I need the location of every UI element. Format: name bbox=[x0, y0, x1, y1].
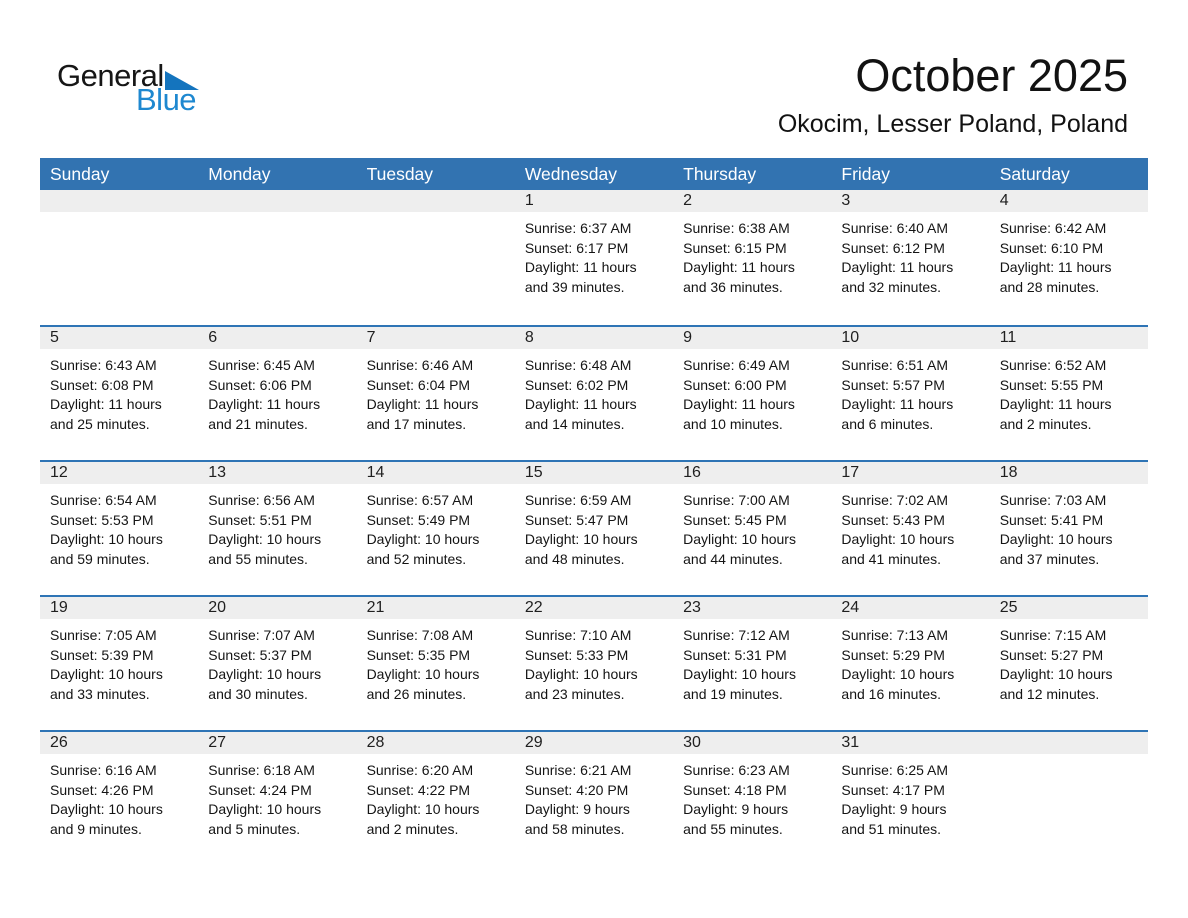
day-detail-line: Daylight: 10 hours bbox=[208, 801, 322, 817]
day-details bbox=[673, 212, 831, 297]
day-number-band bbox=[40, 597, 198, 619]
day-number: 21 bbox=[366, 599, 385, 616]
calendar-cell-day-2 bbox=[673, 190, 831, 325]
day-detail-line: Daylight: 11 hours bbox=[841, 396, 954, 412]
calendar-cell-day-31 bbox=[831, 732, 989, 865]
day-details bbox=[198, 754, 356, 839]
day-details bbox=[515, 619, 673, 704]
day-number-band bbox=[357, 327, 515, 349]
day-detail-line: and 2 minutes. bbox=[999, 415, 1092, 432]
day-details bbox=[357, 619, 515, 704]
day-detail-line: and 23 minutes. bbox=[524, 685, 625, 702]
calendar-cell-day-30 bbox=[673, 732, 831, 865]
calendar-cell-day-4 bbox=[990, 190, 1148, 325]
day-detail-line: Sunset: 4:22 PM bbox=[366, 781, 471, 798]
day-detail-line: Sunset: 5:35 PM bbox=[366, 646, 471, 663]
day-detail-line: Sunset: 4:20 PM bbox=[524, 781, 629, 798]
day-detail-line: Daylight: 10 hours bbox=[683, 531, 796, 547]
weekday-header-tuesday: Tuesday bbox=[366, 163, 434, 184]
weekday-header-wednesday: Wednesday bbox=[524, 163, 617, 184]
calendar-cell-empty bbox=[40, 190, 198, 325]
day-detail-line: Sunset: 5:41 PM bbox=[999, 511, 1104, 528]
day-detail-line: Sunset: 4:17 PM bbox=[841, 781, 945, 798]
day-number: 19 bbox=[50, 599, 68, 616]
day-details bbox=[673, 619, 831, 704]
day-detail-line: Daylight: 11 hours bbox=[524, 259, 637, 275]
day-details bbox=[990, 484, 1148, 569]
calendar-cell-day-13 bbox=[198, 462, 356, 595]
day-detail-line: Sunset: 6:00 PM bbox=[683, 376, 787, 393]
calendar-cell-day-28 bbox=[357, 732, 515, 865]
day-detail-line: Sunrise: 6:20 AM bbox=[366, 762, 474, 778]
day-number-band bbox=[515, 190, 673, 212]
week-row bbox=[40, 325, 1148, 460]
day-number-band bbox=[40, 327, 198, 349]
day-number: 23 bbox=[683, 599, 701, 616]
day-detail-line: Sunrise: 6:23 AM bbox=[683, 762, 790, 778]
weekday-header-sunday: Sunday bbox=[50, 163, 110, 184]
day-detail-line: Sunrise: 7:05 AM bbox=[50, 627, 157, 643]
day-number: 12 bbox=[50, 464, 68, 481]
day-detail-line: Sunrise: 6:42 AM bbox=[999, 220, 1107, 236]
day-detail-line: Sunrise: 6:46 AM bbox=[366, 357, 474, 373]
day-number: 16 bbox=[683, 464, 701, 481]
day-detail-line: and 59 minutes. bbox=[50, 550, 150, 567]
day-detail-line: and 10 minutes. bbox=[683, 415, 783, 432]
day-number: 29 bbox=[524, 734, 543, 751]
calendar bbox=[40, 158, 1148, 865]
day-detail-line: Sunrise: 6:51 AM bbox=[841, 357, 949, 373]
day-detail-line: and 58 minutes. bbox=[524, 820, 625, 837]
day-number: 3 bbox=[841, 192, 851, 209]
day-number-band bbox=[198, 327, 356, 349]
day-detail-line: Sunrise: 6:48 AM bbox=[524, 357, 632, 373]
day-detail-line: Sunset: 5:27 PM bbox=[999, 646, 1104, 663]
day-detail-line: Sunrise: 6:52 AM bbox=[999, 357, 1107, 373]
day-detail-line: and 55 minutes. bbox=[208, 550, 308, 567]
day-detail-line: Sunset: 5:43 PM bbox=[841, 511, 945, 528]
day-detail-line: Daylight: 10 hours bbox=[366, 531, 480, 547]
day-number-band bbox=[198, 190, 356, 212]
day-detail-line: Sunset: 5:47 PM bbox=[524, 511, 629, 528]
day-detail-line: Sunset: 6:12 PM bbox=[841, 239, 945, 256]
week-row bbox=[40, 595, 1148, 730]
day-number: 17 bbox=[841, 464, 860, 481]
day-details bbox=[831, 754, 989, 839]
day-number-band bbox=[198, 732, 356, 754]
day-detail-line: and 21 minutes. bbox=[208, 415, 308, 432]
day-number: 7 bbox=[366, 329, 376, 346]
day-number: 1 bbox=[524, 192, 534, 209]
day-details bbox=[990, 349, 1148, 434]
day-details bbox=[198, 484, 356, 569]
day-number-band bbox=[990, 462, 1148, 484]
calendar-cell-day-7 bbox=[357, 327, 515, 460]
calendar-cell-day-17 bbox=[831, 462, 989, 595]
day-detail-line: Sunset: 4:18 PM bbox=[683, 781, 787, 798]
day-detail-line: Daylight: 10 hours bbox=[841, 531, 955, 547]
day-detail-line: and 33 minutes. bbox=[50, 685, 150, 702]
day-detail-line: Sunset: 6:10 PM bbox=[999, 239, 1104, 256]
day-detail-line: Sunrise: 6:43 AM bbox=[50, 357, 157, 373]
title-block bbox=[778, 50, 1148, 139]
day-detail-line: Sunset: 6:15 PM bbox=[683, 239, 787, 256]
calendar-cell-day-16 bbox=[673, 462, 831, 595]
day-detail-line: Sunrise: 6:56 AM bbox=[208, 492, 315, 508]
day-number-band bbox=[673, 190, 831, 212]
day-detail-line: Daylight: 11 hours bbox=[683, 396, 795, 412]
day-detail-line: and 17 minutes. bbox=[366, 415, 467, 432]
calendar-cell-day-11 bbox=[990, 327, 1148, 460]
day-detail-line: and 32 minutes. bbox=[841, 278, 942, 295]
day-details bbox=[198, 619, 356, 704]
day-number: 4 bbox=[999, 192, 1009, 209]
day-detail-line: Sunset: 6:04 PM bbox=[366, 376, 471, 393]
day-details bbox=[673, 754, 831, 839]
day-detail-line: Daylight: 9 hours bbox=[524, 801, 630, 817]
day-number-band bbox=[515, 597, 673, 619]
day-detail-line: Sunrise: 7:00 AM bbox=[683, 492, 790, 508]
day-detail-line: Sunrise: 6:40 AM bbox=[841, 220, 949, 236]
calendar-cell-day-10 bbox=[831, 327, 989, 460]
calendar-cell-day-25 bbox=[990, 597, 1148, 730]
day-detail-line: Daylight: 9 hours bbox=[841, 801, 947, 817]
day-number-band bbox=[357, 462, 515, 484]
day-detail-line: and 14 minutes. bbox=[524, 415, 625, 432]
day-detail-line: Daylight: 11 hours bbox=[366, 396, 479, 412]
day-detail-line: Daylight: 11 hours bbox=[50, 396, 162, 412]
weekday-header-saturday: Saturday bbox=[999, 163, 1070, 184]
calendar-cell-day-1 bbox=[515, 190, 673, 325]
day-detail-line: Sunset: 5:45 PM bbox=[683, 511, 787, 528]
day-detail-line: Daylight: 10 hours bbox=[366, 801, 480, 817]
day-details bbox=[831, 619, 989, 704]
calendar-cell-day-8 bbox=[515, 327, 673, 460]
week-row bbox=[40, 730, 1148, 865]
day-number: 22 bbox=[524, 599, 543, 616]
day-detail-line: Sunrise: 6:37 AM bbox=[524, 220, 632, 236]
day-detail-line: Sunset: 6:17 PM bbox=[524, 239, 629, 256]
day-number: 15 bbox=[524, 464, 543, 481]
logo-text-general: General bbox=[57, 58, 164, 93]
day-detail-line: Sunset: 5:55 PM bbox=[999, 376, 1104, 393]
day-detail-line: Sunset: 5:39 PM bbox=[50, 646, 154, 663]
day-number-band bbox=[40, 190, 198, 212]
day-number: 27 bbox=[208, 734, 227, 751]
day-detail-line: Sunset: 6:06 PM bbox=[208, 376, 312, 393]
day-details bbox=[515, 349, 673, 434]
day-number-band bbox=[673, 327, 831, 349]
day-detail-line: Sunrise: 7:15 AM bbox=[999, 627, 1107, 643]
day-detail-line: Sunset: 5:33 PM bbox=[524, 646, 629, 663]
day-detail-line: Sunset: 5:31 PM bbox=[683, 646, 787, 663]
day-detail-line: and 52 minutes. bbox=[366, 550, 467, 567]
day-number-band bbox=[990, 732, 1148, 754]
day-detail-line: and 37 minutes. bbox=[999, 550, 1100, 567]
day-number-band bbox=[40, 462, 198, 484]
day-number-band bbox=[357, 597, 515, 619]
day-number-band bbox=[515, 732, 673, 754]
day-details bbox=[40, 484, 198, 569]
day-detail-line: Sunrise: 6:16 AM bbox=[50, 762, 157, 778]
day-detail-line: Daylight: 10 hours bbox=[366, 666, 480, 682]
day-detail-line: and 16 minutes. bbox=[841, 685, 942, 702]
day-detail-line: and 51 minutes. bbox=[841, 820, 942, 837]
day-number-band bbox=[831, 732, 989, 754]
day-number: 20 bbox=[208, 599, 227, 616]
calendar-cell-day-14 bbox=[357, 462, 515, 595]
day-number: 26 bbox=[50, 734, 68, 751]
day-detail-line: Daylight: 10 hours bbox=[683, 666, 796, 682]
day-number: 10 bbox=[841, 329, 860, 346]
day-number: 28 bbox=[366, 734, 385, 751]
calendar-cell-day-23 bbox=[673, 597, 831, 730]
weekday-header-thursday: Thursday bbox=[683, 163, 757, 184]
day-detail-line: Daylight: 11 hours bbox=[999, 259, 1112, 275]
day-detail-line: Sunrise: 7:10 AM bbox=[524, 627, 632, 643]
day-detail-line: Daylight: 11 hours bbox=[999, 396, 1112, 412]
day-details bbox=[831, 484, 989, 569]
day-number: 5 bbox=[50, 329, 59, 346]
day-detail-line: Daylight: 11 hours bbox=[524, 396, 637, 412]
calendar-cell-day-18 bbox=[990, 462, 1148, 595]
day-detail-line: Daylight: 10 hours bbox=[524, 531, 638, 547]
day-details bbox=[831, 212, 989, 297]
day-number-band bbox=[357, 190, 515, 212]
day-detail-line: Daylight: 9 hours bbox=[683, 801, 789, 817]
day-detail-line: Sunset: 5:37 PM bbox=[208, 646, 312, 663]
day-detail-line: Sunrise: 6:38 AM bbox=[683, 220, 790, 236]
day-details bbox=[357, 349, 515, 434]
day-number-band bbox=[673, 732, 831, 754]
day-detail-line: Sunrise: 7:08 AM bbox=[366, 627, 474, 643]
calendar-cell-day-9 bbox=[673, 327, 831, 460]
day-number: 18 bbox=[999, 464, 1018, 481]
day-number-band bbox=[831, 190, 989, 212]
day-details bbox=[40, 349, 198, 434]
day-detail-line: Daylight: 10 hours bbox=[524, 666, 638, 682]
weekday-header-monday: Monday bbox=[208, 163, 271, 184]
day-detail-line: Sunrise: 7:12 AM bbox=[683, 627, 790, 643]
day-detail-line: Sunrise: 6:59 AM bbox=[524, 492, 632, 508]
weekday-header-row bbox=[40, 158, 1148, 190]
day-detail-line: Daylight: 10 hours bbox=[841, 666, 955, 682]
calendar-cell-day-5 bbox=[40, 327, 198, 460]
day-number: 30 bbox=[683, 734, 701, 751]
day-number: 11 bbox=[999, 329, 1017, 346]
calendar-grid bbox=[40, 190, 1148, 865]
day-details bbox=[357, 754, 515, 839]
calendar-cell-day-22 bbox=[515, 597, 673, 730]
day-details bbox=[515, 754, 673, 839]
calendar-location-subtitle: Okocim, Lesser Poland, Poland bbox=[777, 109, 1128, 138]
day-detail-line: Sunrise: 6:18 AM bbox=[208, 762, 315, 778]
day-detail-line: and 44 minutes. bbox=[683, 550, 783, 567]
calendar-cell-day-20 bbox=[198, 597, 356, 730]
day-number-band bbox=[198, 462, 356, 484]
calendar-cell-day-15 bbox=[515, 462, 673, 595]
day-number: 8 bbox=[524, 329, 534, 346]
day-detail-line: and 36 minutes. bbox=[683, 278, 783, 295]
day-detail-line: and 9 minutes. bbox=[50, 820, 142, 837]
day-detail-line: and 19 minutes. bbox=[683, 685, 783, 702]
day-detail-line: Sunrise: 7:02 AM bbox=[841, 492, 949, 508]
day-detail-line: and 30 minutes. bbox=[208, 685, 308, 702]
day-detail-line: Sunset: 6:08 PM bbox=[50, 376, 154, 393]
day-number-band bbox=[990, 597, 1148, 619]
calendar-cell-empty bbox=[357, 190, 515, 325]
calendar-cell-empty bbox=[990, 732, 1148, 865]
calendar-cell-day-21 bbox=[357, 597, 515, 730]
day-detail-line: Daylight: 10 hours bbox=[50, 801, 163, 817]
day-detail-line: Sunrise: 7:03 AM bbox=[999, 492, 1107, 508]
day-detail-line: Sunrise: 6:45 AM bbox=[208, 357, 315, 373]
calendar-cell-day-27 bbox=[198, 732, 356, 865]
calendar-cell-empty bbox=[198, 190, 356, 325]
day-detail-line: and 55 minutes. bbox=[683, 820, 783, 837]
day-number: 25 bbox=[999, 599, 1018, 616]
calendar-cell-day-6 bbox=[198, 327, 356, 460]
day-number-band bbox=[673, 597, 831, 619]
day-detail-line: Daylight: 10 hours bbox=[50, 531, 163, 547]
day-detail-line: Sunrise: 6:21 AM bbox=[524, 762, 632, 778]
day-detail-line: and 28 minutes. bbox=[999, 278, 1100, 295]
day-details bbox=[515, 212, 673, 297]
day-detail-line: Daylight: 10 hours bbox=[50, 666, 163, 682]
day-detail-line: and 2 minutes. bbox=[366, 820, 459, 837]
day-detail-line: Daylight: 10 hours bbox=[999, 666, 1113, 682]
day-number-band bbox=[673, 462, 831, 484]
week-row bbox=[40, 190, 1148, 325]
day-detail-line: Daylight: 10 hours bbox=[208, 531, 322, 547]
day-number: 31 bbox=[841, 734, 860, 751]
day-detail-line: and 5 minutes. bbox=[208, 820, 301, 837]
day-number-band bbox=[831, 597, 989, 619]
weekday-header-friday: Friday bbox=[841, 163, 891, 184]
day-detail-line: Sunrise: 6:57 AM bbox=[366, 492, 474, 508]
day-detail-line: Daylight: 11 hours bbox=[683, 259, 795, 275]
day-detail-line: Sunset: 5:29 PM bbox=[841, 646, 945, 663]
calendar-cell-day-29 bbox=[515, 732, 673, 865]
day-number-band bbox=[831, 327, 989, 349]
day-detail-line: Sunrise: 6:25 AM bbox=[841, 762, 949, 778]
day-detail-line: and 12 minutes. bbox=[999, 685, 1100, 702]
page-header bbox=[40, 50, 1148, 139]
day-detail-line: Sunrise: 7:07 AM bbox=[208, 627, 315, 643]
day-number: 6 bbox=[208, 329, 218, 346]
day-detail-line: Sunset: 5:57 PM bbox=[841, 376, 945, 393]
day-detail-line: and 48 minutes. bbox=[524, 550, 625, 567]
day-details bbox=[673, 484, 831, 569]
logo-text-blue: Blue bbox=[136, 82, 197, 117]
day-number: 9 bbox=[683, 329, 693, 346]
day-detail-line: Sunrise: 6:54 AM bbox=[50, 492, 157, 508]
day-number-band bbox=[990, 327, 1148, 349]
day-number-band bbox=[40, 732, 198, 754]
day-detail-line: Daylight: 11 hours bbox=[208, 396, 321, 412]
day-details bbox=[40, 754, 198, 839]
day-detail-line: and 41 minutes. bbox=[841, 550, 942, 567]
day-number-band bbox=[198, 597, 356, 619]
day-detail-line: Daylight: 10 hours bbox=[999, 531, 1113, 547]
calendar-cell-day-19 bbox=[40, 597, 198, 730]
day-number: 24 bbox=[841, 599, 860, 616]
day-number: 2 bbox=[683, 192, 693, 209]
day-detail-line: and 39 minutes. bbox=[524, 278, 625, 295]
calendar-cell-day-26 bbox=[40, 732, 198, 865]
day-details bbox=[198, 349, 356, 434]
day-number-band bbox=[990, 190, 1148, 212]
day-details bbox=[40, 619, 198, 704]
day-detail-line: Sunset: 6:02 PM bbox=[524, 376, 629, 393]
day-details bbox=[515, 484, 673, 569]
day-details bbox=[673, 349, 831, 434]
calendar-cell-day-12 bbox=[40, 462, 198, 595]
day-details bbox=[990, 212, 1148, 297]
day-details bbox=[357, 484, 515, 569]
day-number-band bbox=[515, 462, 673, 484]
day-detail-line: Sunrise: 6:49 AM bbox=[683, 357, 790, 373]
week-row bbox=[40, 460, 1148, 595]
calendar-cell-day-3 bbox=[831, 190, 989, 325]
day-detail-line: Sunset: 5:53 PM bbox=[50, 511, 154, 528]
calendar-cell-day-24 bbox=[831, 597, 989, 730]
day-detail-line: and 25 minutes. bbox=[50, 415, 150, 432]
day-detail-line: Sunset: 5:49 PM bbox=[366, 511, 471, 528]
day-detail-line: and 26 minutes. bbox=[366, 685, 467, 702]
day-number: 13 bbox=[208, 464, 227, 481]
calendar-month-title: October 2025 bbox=[855, 50, 1128, 101]
day-number-band bbox=[357, 732, 515, 754]
day-detail-line: and 6 minutes. bbox=[841, 415, 934, 432]
day-number-band bbox=[831, 462, 989, 484]
day-number: 14 bbox=[366, 464, 385, 481]
day-detail-line: Sunset: 5:51 PM bbox=[208, 511, 312, 528]
day-detail-line: Daylight: 11 hours bbox=[841, 259, 954, 275]
day-detail-line: Daylight: 10 hours bbox=[208, 666, 322, 682]
day-detail-line: Sunrise: 7:13 AM bbox=[841, 627, 949, 643]
general-blue-logo bbox=[57, 50, 199, 115]
day-detail-line: Sunset: 4:24 PM bbox=[208, 781, 312, 798]
day-details bbox=[990, 619, 1148, 704]
day-details bbox=[831, 349, 989, 434]
day-detail-line: Sunset: 4:26 PM bbox=[50, 781, 154, 798]
day-number-band bbox=[515, 327, 673, 349]
